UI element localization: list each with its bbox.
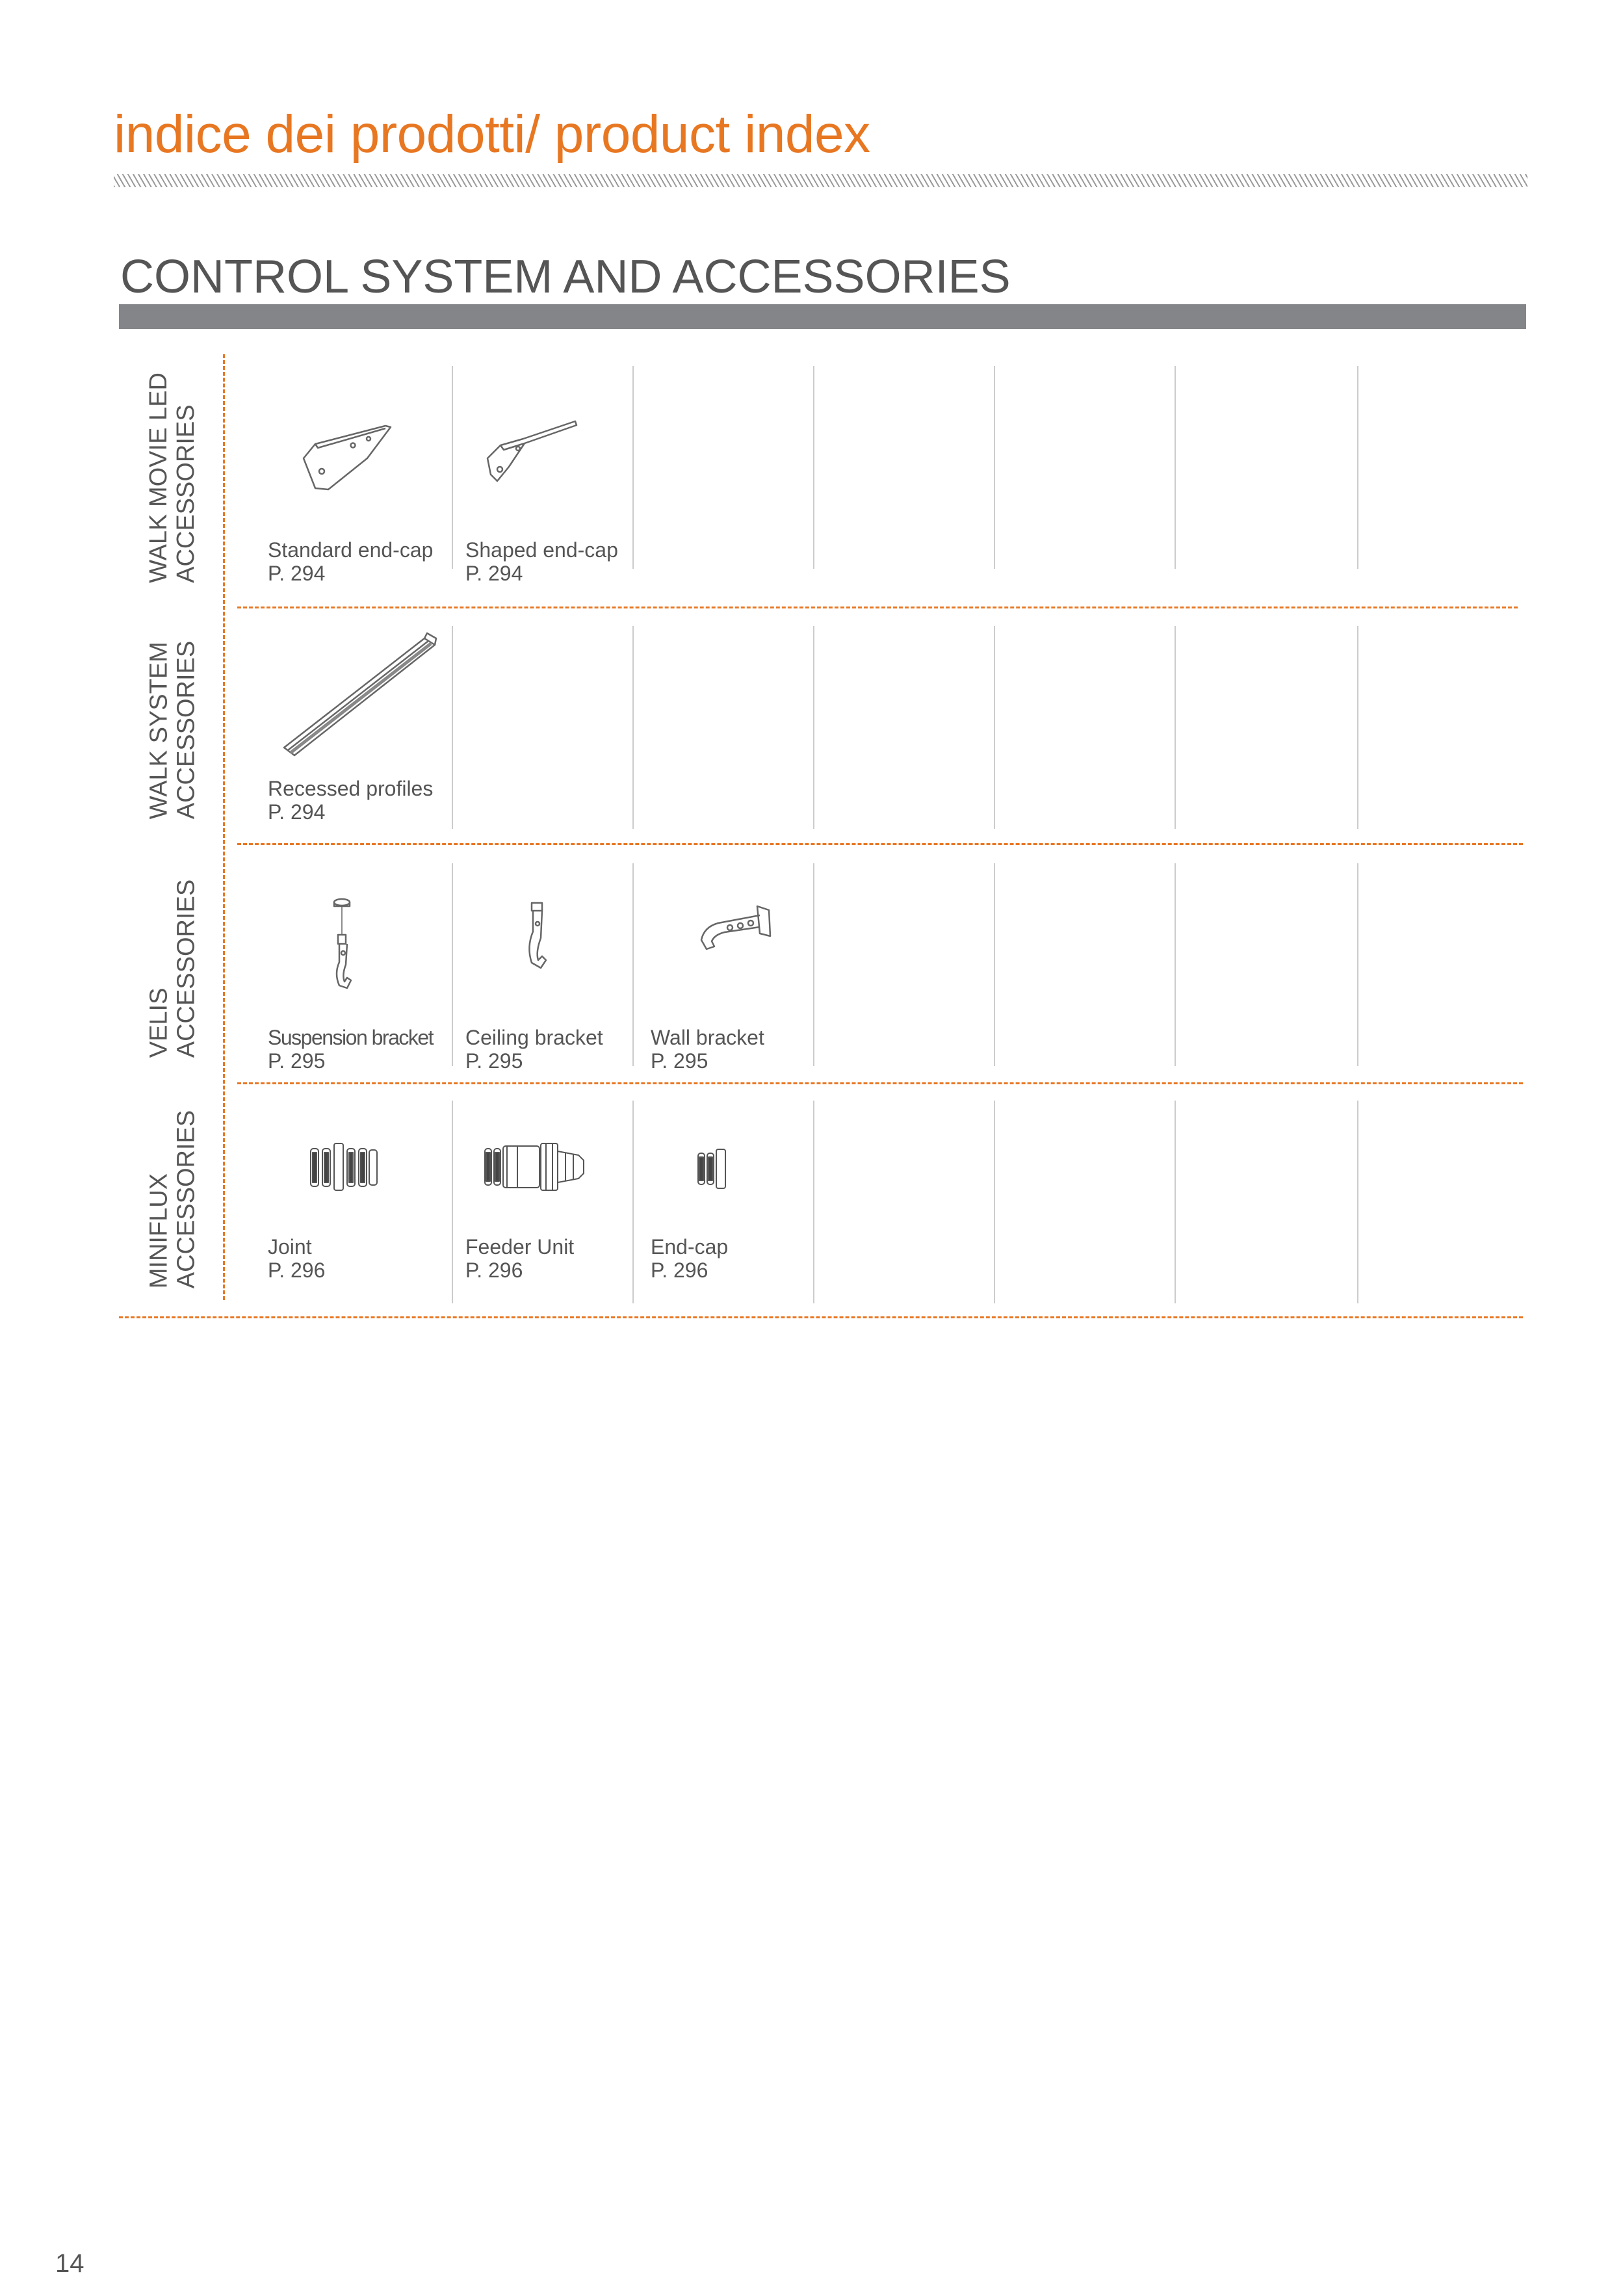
product-name: End-cap [651, 1235, 729, 1259]
column-divider [813, 626, 814, 829]
row-separator [237, 843, 1523, 845]
standard-end-cap-icon [296, 419, 393, 494]
product-item[interactable] [268, 538, 450, 585]
product-page: P. 295 [651, 1049, 708, 1073]
column-divider [1357, 366, 1358, 569]
suspension-bracket-icon [325, 897, 364, 995]
column-divider [632, 626, 634, 829]
column-divider [1357, 1101, 1358, 1303]
feeder-unit-icon [481, 1141, 591, 1193]
column-divider [1175, 366, 1176, 569]
section-title: CONTROL SYSTEM AND ACCESSORIES [120, 251, 1011, 303]
product-page: P. 294 [465, 562, 523, 585]
product-page: P. 296 [651, 1259, 708, 1282]
column-divider [452, 366, 453, 569]
row-separator [237, 607, 1518, 608]
product-item[interactable] [651, 1026, 833, 1073]
product-name: Suspension bracket [268, 1026, 434, 1049]
hatched-rule [114, 174, 1527, 187]
product-page: P. 295 [268, 1049, 326, 1073]
product-name: Ceiling bracket [465, 1026, 603, 1049]
section-bar [119, 304, 1526, 329]
category-label-velis: VELIS ACCESSORIES [145, 879, 200, 1058]
product-name: Recessed profiles [268, 777, 434, 800]
product-item[interactable] [465, 1026, 647, 1073]
page-number: 14 [55, 2249, 84, 2278]
column-divider [1357, 863, 1358, 1066]
category-label-miniflux: MINIFLUX ACCESSORIES [145, 1110, 200, 1289]
wall-bracket-icon [692, 904, 777, 956]
column-divider [994, 366, 995, 569]
product-item[interactable] [268, 1026, 450, 1073]
product-page: P. 294 [268, 562, 326, 585]
product-name: Wall bracket [651, 1026, 764, 1049]
category-separator [223, 354, 225, 1300]
end-cap-icon [694, 1145, 733, 1191]
product-page: P. 296 [465, 1259, 523, 1282]
ceiling-bracket-icon [520, 900, 559, 978]
row-separator [119, 1316, 1523, 1318]
category-label-walk-movie-led: WALK MOVIE LED ACCESSORIES [145, 372, 200, 583]
product-page: P. 294 [268, 800, 326, 824]
product-item[interactable] [268, 1235, 450, 1282]
recessed-profile-icon [276, 631, 439, 761]
product-page: P. 296 [268, 1259, 326, 1282]
product-item[interactable] [651, 1235, 833, 1282]
category-label-walk-system: WALK SYSTEM ACCESSORIES [145, 640, 200, 819]
product-name: Joint [268, 1235, 312, 1259]
product-item[interactable] [465, 538, 647, 585]
product-name: Feeder Unit [465, 1235, 575, 1259]
column-divider [1175, 863, 1176, 1066]
column-divider [994, 1101, 995, 1303]
product-page: P. 295 [465, 1049, 523, 1073]
product-name: Standard end-cap [268, 538, 434, 562]
column-divider [452, 626, 453, 829]
product-item[interactable] [465, 1235, 647, 1282]
column-divider [1357, 626, 1358, 829]
shaped-end-cap-icon [478, 410, 582, 488]
column-divider [994, 863, 995, 1066]
column-divider [452, 863, 453, 1066]
column-divider [994, 626, 995, 829]
row-separator [237, 1082, 1523, 1084]
product-item[interactable] [268, 777, 450, 824]
joint-icon [305, 1141, 383, 1193]
column-divider [452, 1101, 453, 1303]
column-divider [1175, 1101, 1176, 1303]
column-divider [1175, 626, 1176, 829]
product-name: Shaped end-cap [465, 538, 618, 562]
page-title: indice dei prodotti/ product index [114, 105, 870, 164]
column-divider [813, 366, 814, 569]
